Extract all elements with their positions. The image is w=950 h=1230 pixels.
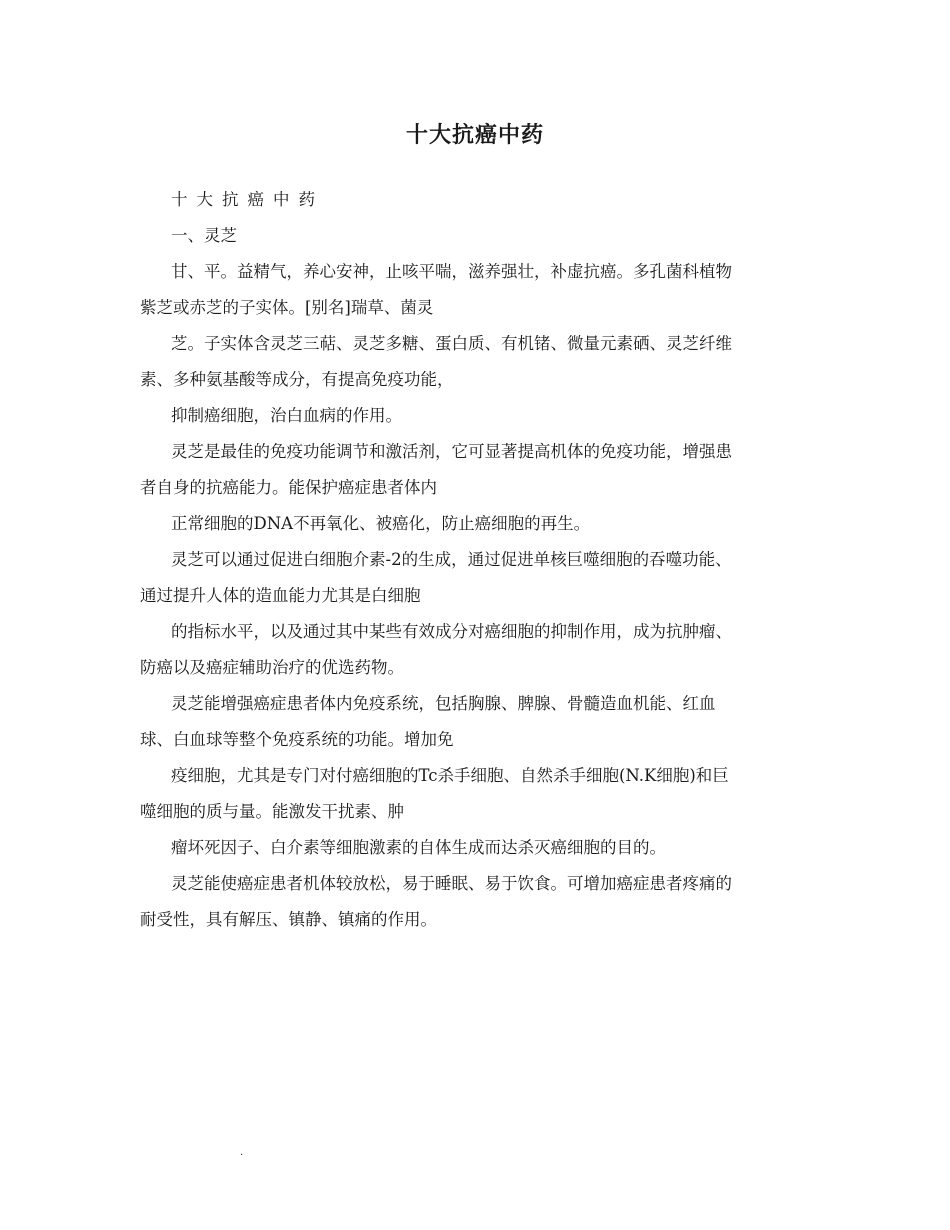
- paragraph-line: 芝。子实体含灵芝三萜、灵芝多糖、蛋白质、有机锗、微量元素硒、灵芝纤维: [171, 334, 732, 353]
- paragraph-line: 灵芝可以通过促进白细胞介素-2的生成，通过促进单核巨噬细胞的吞噬功能、: [171, 550, 732, 569]
- paragraph-line: 者自身的抗癌能力。能保护癌症患者体内: [140, 478, 437, 497]
- paragraph-line: 噬细胞的质与量。能激发干扰素、肿: [140, 802, 404, 821]
- paragraph-line: 通过提升人体的造血能力尤其是白细胞: [140, 586, 421, 605]
- paragraph-line: 紫芝或赤芝的子实体。[别名]瑞草、菌灵: [140, 298, 434, 317]
- document-body: [140, 186, 810, 942]
- paragraph-line: 甘、平。益精气，养心安神，止咳平喘，滋养强壮，补虚抗癌。多孔菌科植物: [171, 262, 732, 281]
- paragraph-line: 灵芝是最佳的免疫功能调节和激活剂，它可显著提高机体的免疫功能，增强患: [171, 442, 732, 461]
- paragraph-line: 疫细胞，尤其是专门对付癌细胞的Tc杀手细胞、自然杀手细胞(N.K细胞)和巨: [171, 766, 729, 785]
- paragraph-line: 素、多种氨基酸等成分，有提高免疫功能，: [140, 370, 454, 389]
- document-title: 十大抗癌中药: [405, 122, 544, 148]
- section-heading: 十大抗癌中药: [171, 190, 324, 209]
- paragraph-line: 球、白血球等整个免疫系统的功能。增加免: [140, 730, 454, 749]
- footer-mark: .: [240, 1147, 244, 1158]
- paragraph-line: 的指标水平，以及通过其中某些有效成分对癌细胞的抑制作用，成为抗肿瘤、: [171, 622, 732, 641]
- paragraph-line: 抑制癌细胞，治白血病的作用。: [171, 406, 402, 425]
- paragraph-line: 正常细胞的DNA不再氧化、被癌化，防止癌细胞的再生。: [171, 514, 591, 533]
- paragraph-line: 灵芝能增强癌症患者体内免疫系统，包括胸腺、脾腺、骨髓造血机能、红血: [171, 694, 716, 713]
- paragraph-line: 防癌以及癌症辅助治疗的优选药物。: [140, 658, 404, 677]
- paragraph-line: 瘤坏死因子、白介素等细胞激素的自体生成而达杀灭癌细胞的目的。: [171, 838, 666, 857]
- paragraph-line: 灵芝能使癌症患者机体较放松，易于睡眠、易于饮食。可增加癌症患者疼痛的: [171, 874, 732, 893]
- paragraph-line: 耐受性，具有解压、镇静、镇痛的作用。: [140, 910, 437, 929]
- subsection-heading: 一、灵芝: [171, 226, 237, 245]
